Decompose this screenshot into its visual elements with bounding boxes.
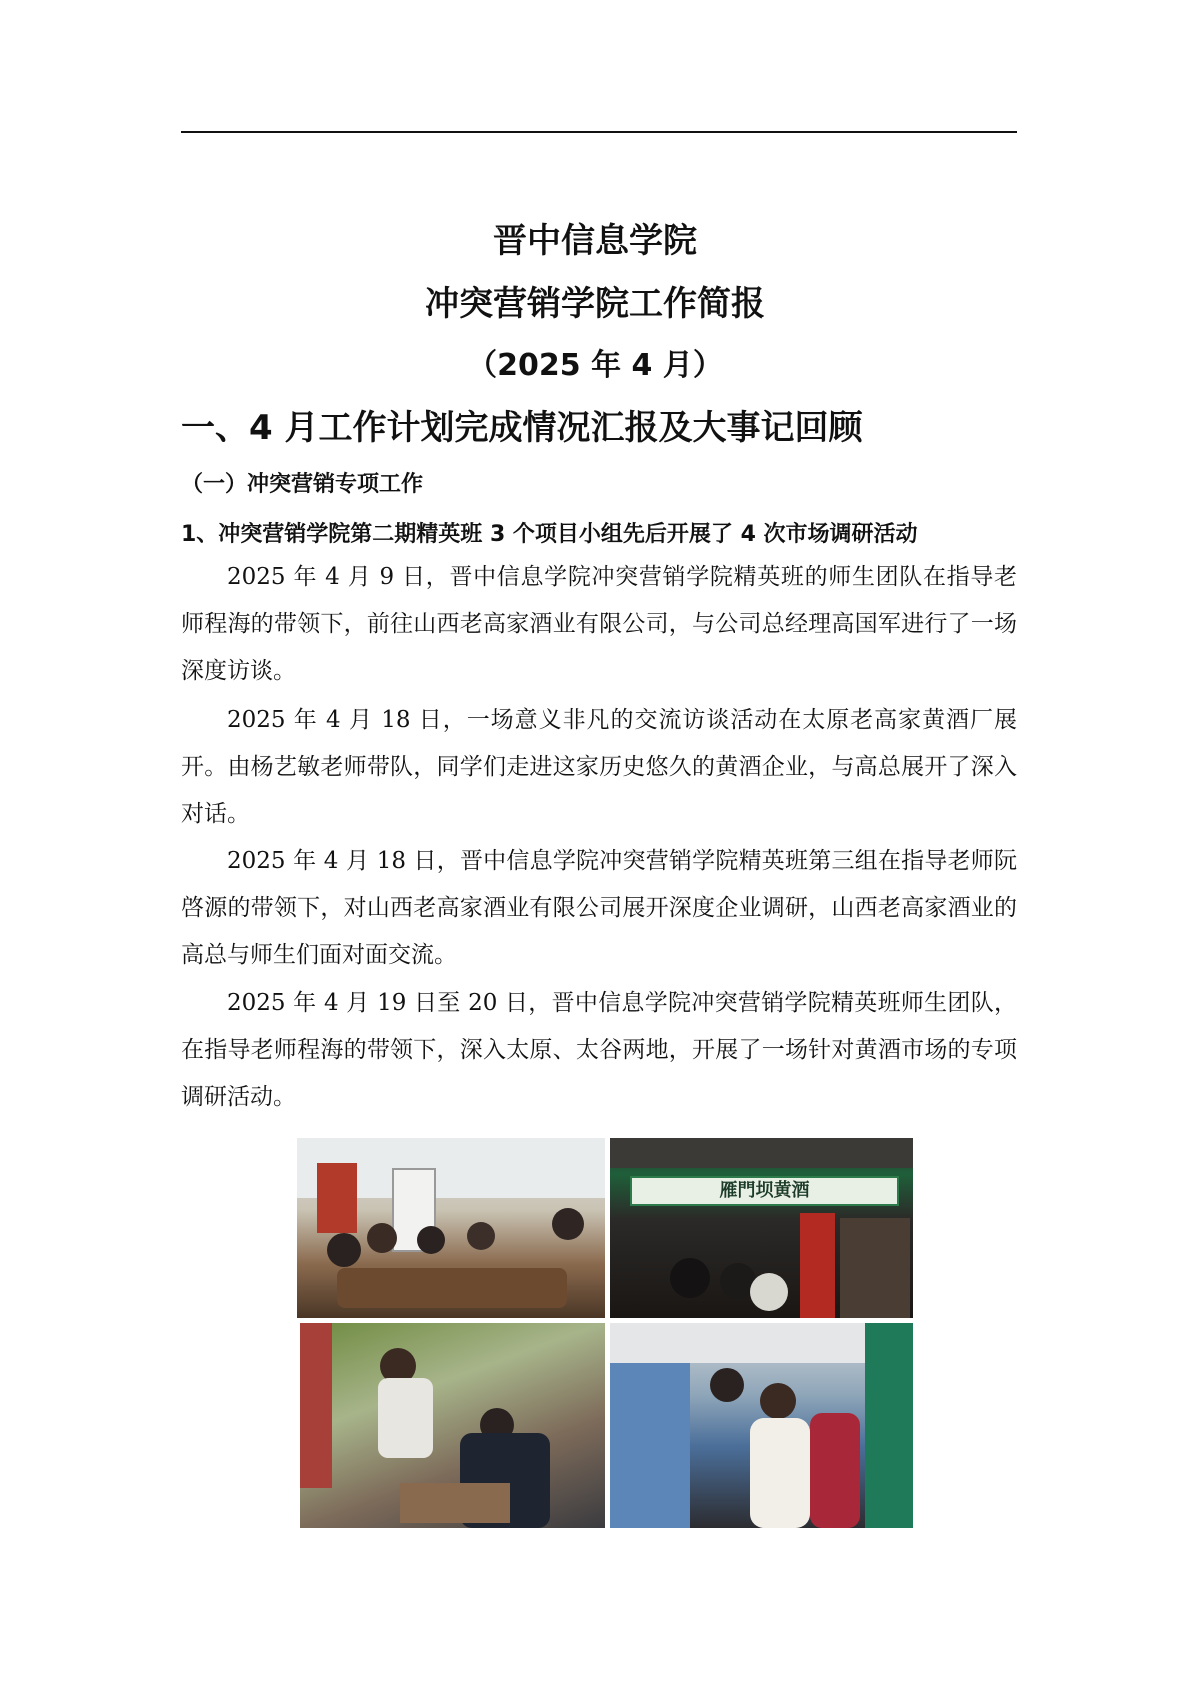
photo-liquor-store bbox=[610, 1138, 913, 1318]
paragraph-1: 2025 年 4 月 9 日，晋中信息学院冲突营销学院精英班的师生团队在指导老师程海的带领下，前往山西老高家酒业有限公司，与公司总经理高国军进行了一场深度访谈。 bbox=[181, 564, 1017, 684]
paragraph-2: 2025 年 4 月 18 日，一场意义非凡的交流访谈活动在太原老高家黄酒厂展开。由杨艺敏老师带队，同学们走进这家历史悠久的黄酒企业，与高总展开了深入对话。 bbox=[181, 707, 1017, 827]
doc-title-school: 晋中信息学院 bbox=[493, 221, 697, 261]
header-rule bbox=[181, 131, 1017, 133]
subsection-heading: （一）冲突营销专项工作 bbox=[181, 472, 424, 497]
doc-title-report: 冲突营销学院工作简报 bbox=[425, 284, 765, 324]
section-heading: 一、4 月工作计划完成情况汇报及大事记回顾 bbox=[181, 408, 863, 448]
paragraph-4: 2025 年 4 月 19 日至 20 日，晋中信息学院冲突营销学院精英班师生团队，在指导老师程海的带领下，深入太原、太谷两地，开展了一场针对黄酒市场的专项调研活动。 bbox=[181, 990, 1017, 1110]
doc-title-date: （2025 年 4 月） bbox=[467, 348, 723, 383]
store-sign: 雁門坝黄酒 bbox=[630, 1176, 899, 1206]
photo-interview-meeting bbox=[297, 1138, 605, 1318]
paragraph-3: 2025 年 4 月 18 日，晋中信息学院冲突营销学院精英班第三组在指导老师阮啓源的带领下，对山西老高家酒业有限公司展开深度企业调研，山西老高家酒业的高总与师生们面对面交流。 bbox=[181, 848, 1017, 968]
item-heading: 1、冲突营销学院第二期精英班 3 个项目小组先后开展了 4 次市场调研活动 bbox=[181, 522, 918, 547]
photo-supermarket-shelf bbox=[610, 1323, 913, 1528]
photo-outdoor-survey bbox=[300, 1323, 605, 1528]
